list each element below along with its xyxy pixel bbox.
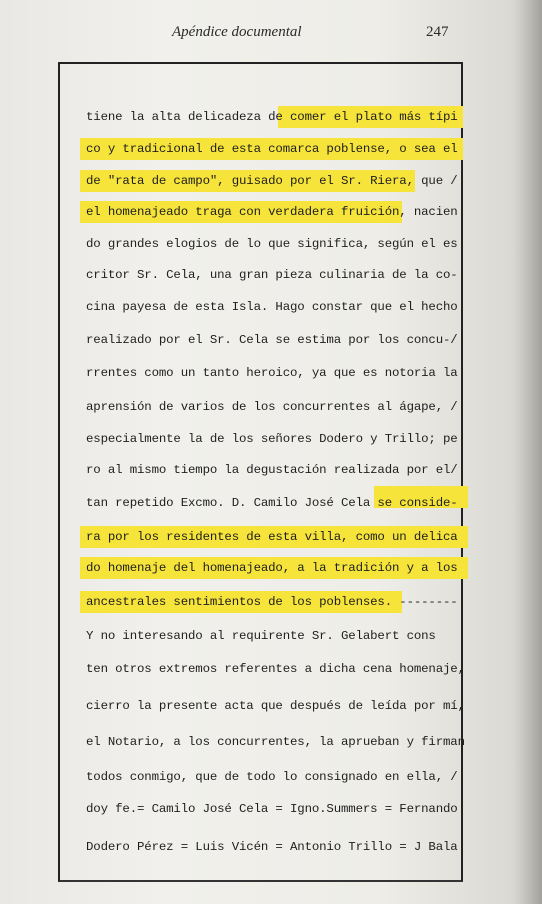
text-line: ra por los residentes de esta villa, como un delica [86, 530, 458, 544]
text-line: cina payesa de esta Isla. Hago constar que el hecho [86, 300, 458, 314]
text-line: tan repetido Excmo. D. Camilo José Cela se conside- [86, 496, 458, 510]
text-line: ten otros extremos referentes a dicha cena homenaje, [86, 662, 465, 676]
text-line: el Notario, a los concurrentes, la aprueban y firman [86, 735, 465, 749]
text-line: cierro la presente acta que después de leída por mí, [86, 699, 465, 713]
text-line: el homenajeado traga con verdadera fruición, nacien [86, 205, 458, 219]
page-number: 247 [426, 24, 449, 40]
text-line: do grandes elogios de lo que significa, según el es [86, 237, 458, 251]
text-line: ancestrales sentimientos de los poblenses. -------- [86, 595, 458, 609]
running-head: Apéndice documental [172, 24, 302, 40]
text-line: todos conmigo, que de todo lo consignado en ella, / [86, 770, 458, 784]
text-line: rrentes como un tanto heroico, ya que es notoria la [86, 366, 458, 380]
text-line: de "rata de campo", guisado por el Sr. Riera, que / [86, 174, 458, 188]
text-line: tiene la alta delicadeza de comer el plato más típi [86, 110, 458, 124]
text-line: aprensión de varios de los concurrentes al ágape, / [86, 400, 458, 414]
text-line: Dodero Pérez = Luis Vicén = Antonio Trillo = J Bala [86, 840, 458, 854]
text-line: critor Sr. Cela, una gran pieza culinaria de la co- [86, 268, 458, 282]
text-line: Y no interesando al requirente Sr. Gelabert cons [86, 629, 436, 643]
text-line: ro al mismo tiempo la degustación realizada por el/ [86, 463, 458, 477]
text-line: doy fe.= Camilo José Cela = Igno.Summers = Fernando [86, 802, 458, 816]
text-line: co y tradicional de esta comarca poblense, o sea el [86, 142, 458, 156]
text-line: do homenaje del homenajeado, a la tradición y a los [86, 561, 458, 575]
page-edge-shadow [512, 0, 542, 904]
text-line: realizado por el Sr. Cela se estima por los concu-/ [86, 333, 458, 347]
text-line: especialmente la de los señores Dodero y Trillo; pe [86, 432, 458, 446]
